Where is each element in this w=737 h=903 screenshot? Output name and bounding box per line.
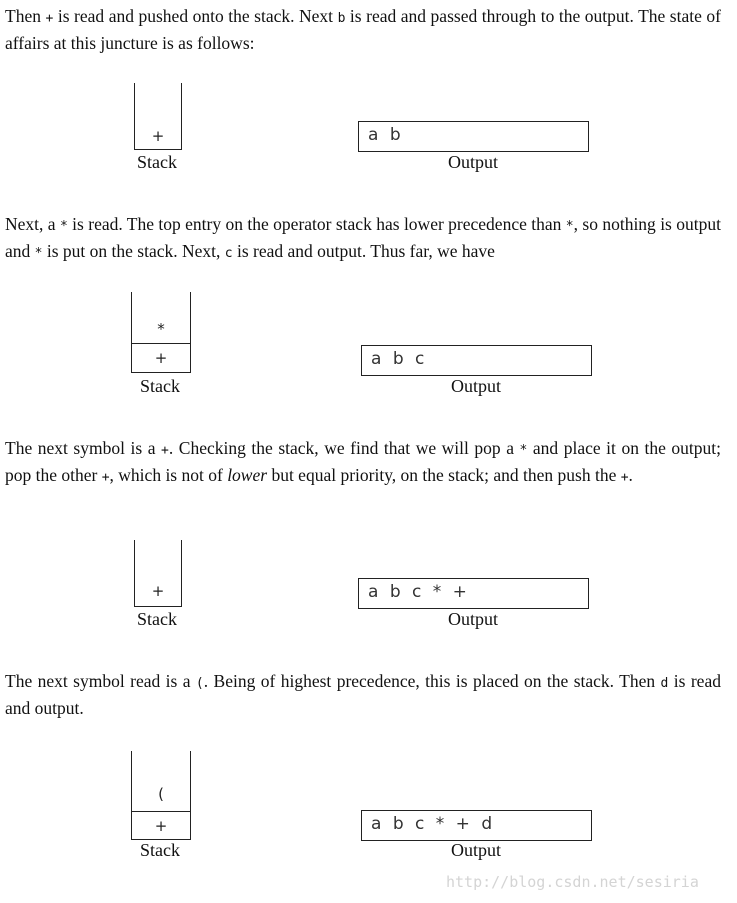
- output-label: Output: [450, 840, 501, 860]
- stack-entry: +: [151, 127, 165, 145]
- code-b: b: [337, 11, 346, 26]
- stack-diagram: [134, 83, 182, 150]
- stack-label: Stack: [140, 376, 180, 396]
- stack-entry: +: [132, 343, 190, 372]
- stack-entry: *: [157, 320, 165, 338]
- paragraph-4: The next symbol read is a (. Being of highest precedence, this is placed on the stack. Then d is read and output.: [5, 671, 721, 718]
- watermark: http://blog.csdn.net/sesiria: [446, 873, 699, 891]
- stack-diagram: [131, 751, 191, 840]
- paragraph-3: The next symbol is a +. Checking the stack, we find that we will pop a * and place it on the output; pop the other +, which is not of lower but equal priority, on the stack; and then push the +.: [5, 438, 722, 485]
- stack-entry: +: [151, 582, 165, 600]
- stack-label: Stack: [140, 840, 180, 860]
- paragraph-2: Next, a * is read. The top entry on the operator stack has lower precedence than *, so nothing is output and * is put on the stack. Next, c is read and output. Thus far, we have: [5, 214, 721, 261]
- code-plus: +: [45, 11, 54, 26]
- output-box: a b c * + d: [361, 810, 592, 841]
- stack-entry: +: [132, 811, 190, 840]
- stack-diagram: [131, 292, 191, 373]
- output-label: Output: [450, 376, 501, 396]
- output-label: Output: [447, 152, 498, 172]
- stack-entry: (: [158, 785, 164, 803]
- output-box: a b c * +: [358, 578, 589, 609]
- paragraph-1: Then + is read and pushed onto the stack. Next b is read and passed through to the output. The state of affairs at this juncture is as follows:: [5, 6, 721, 53]
- stack-label: Stack: [137, 609, 177, 629]
- output-box: a b: [358, 121, 589, 152]
- stack-diagram: [134, 540, 182, 607]
- output-box: a b c: [361, 345, 592, 376]
- stack-label: Stack: [137, 152, 177, 172]
- output-label: Output: [447, 609, 498, 629]
